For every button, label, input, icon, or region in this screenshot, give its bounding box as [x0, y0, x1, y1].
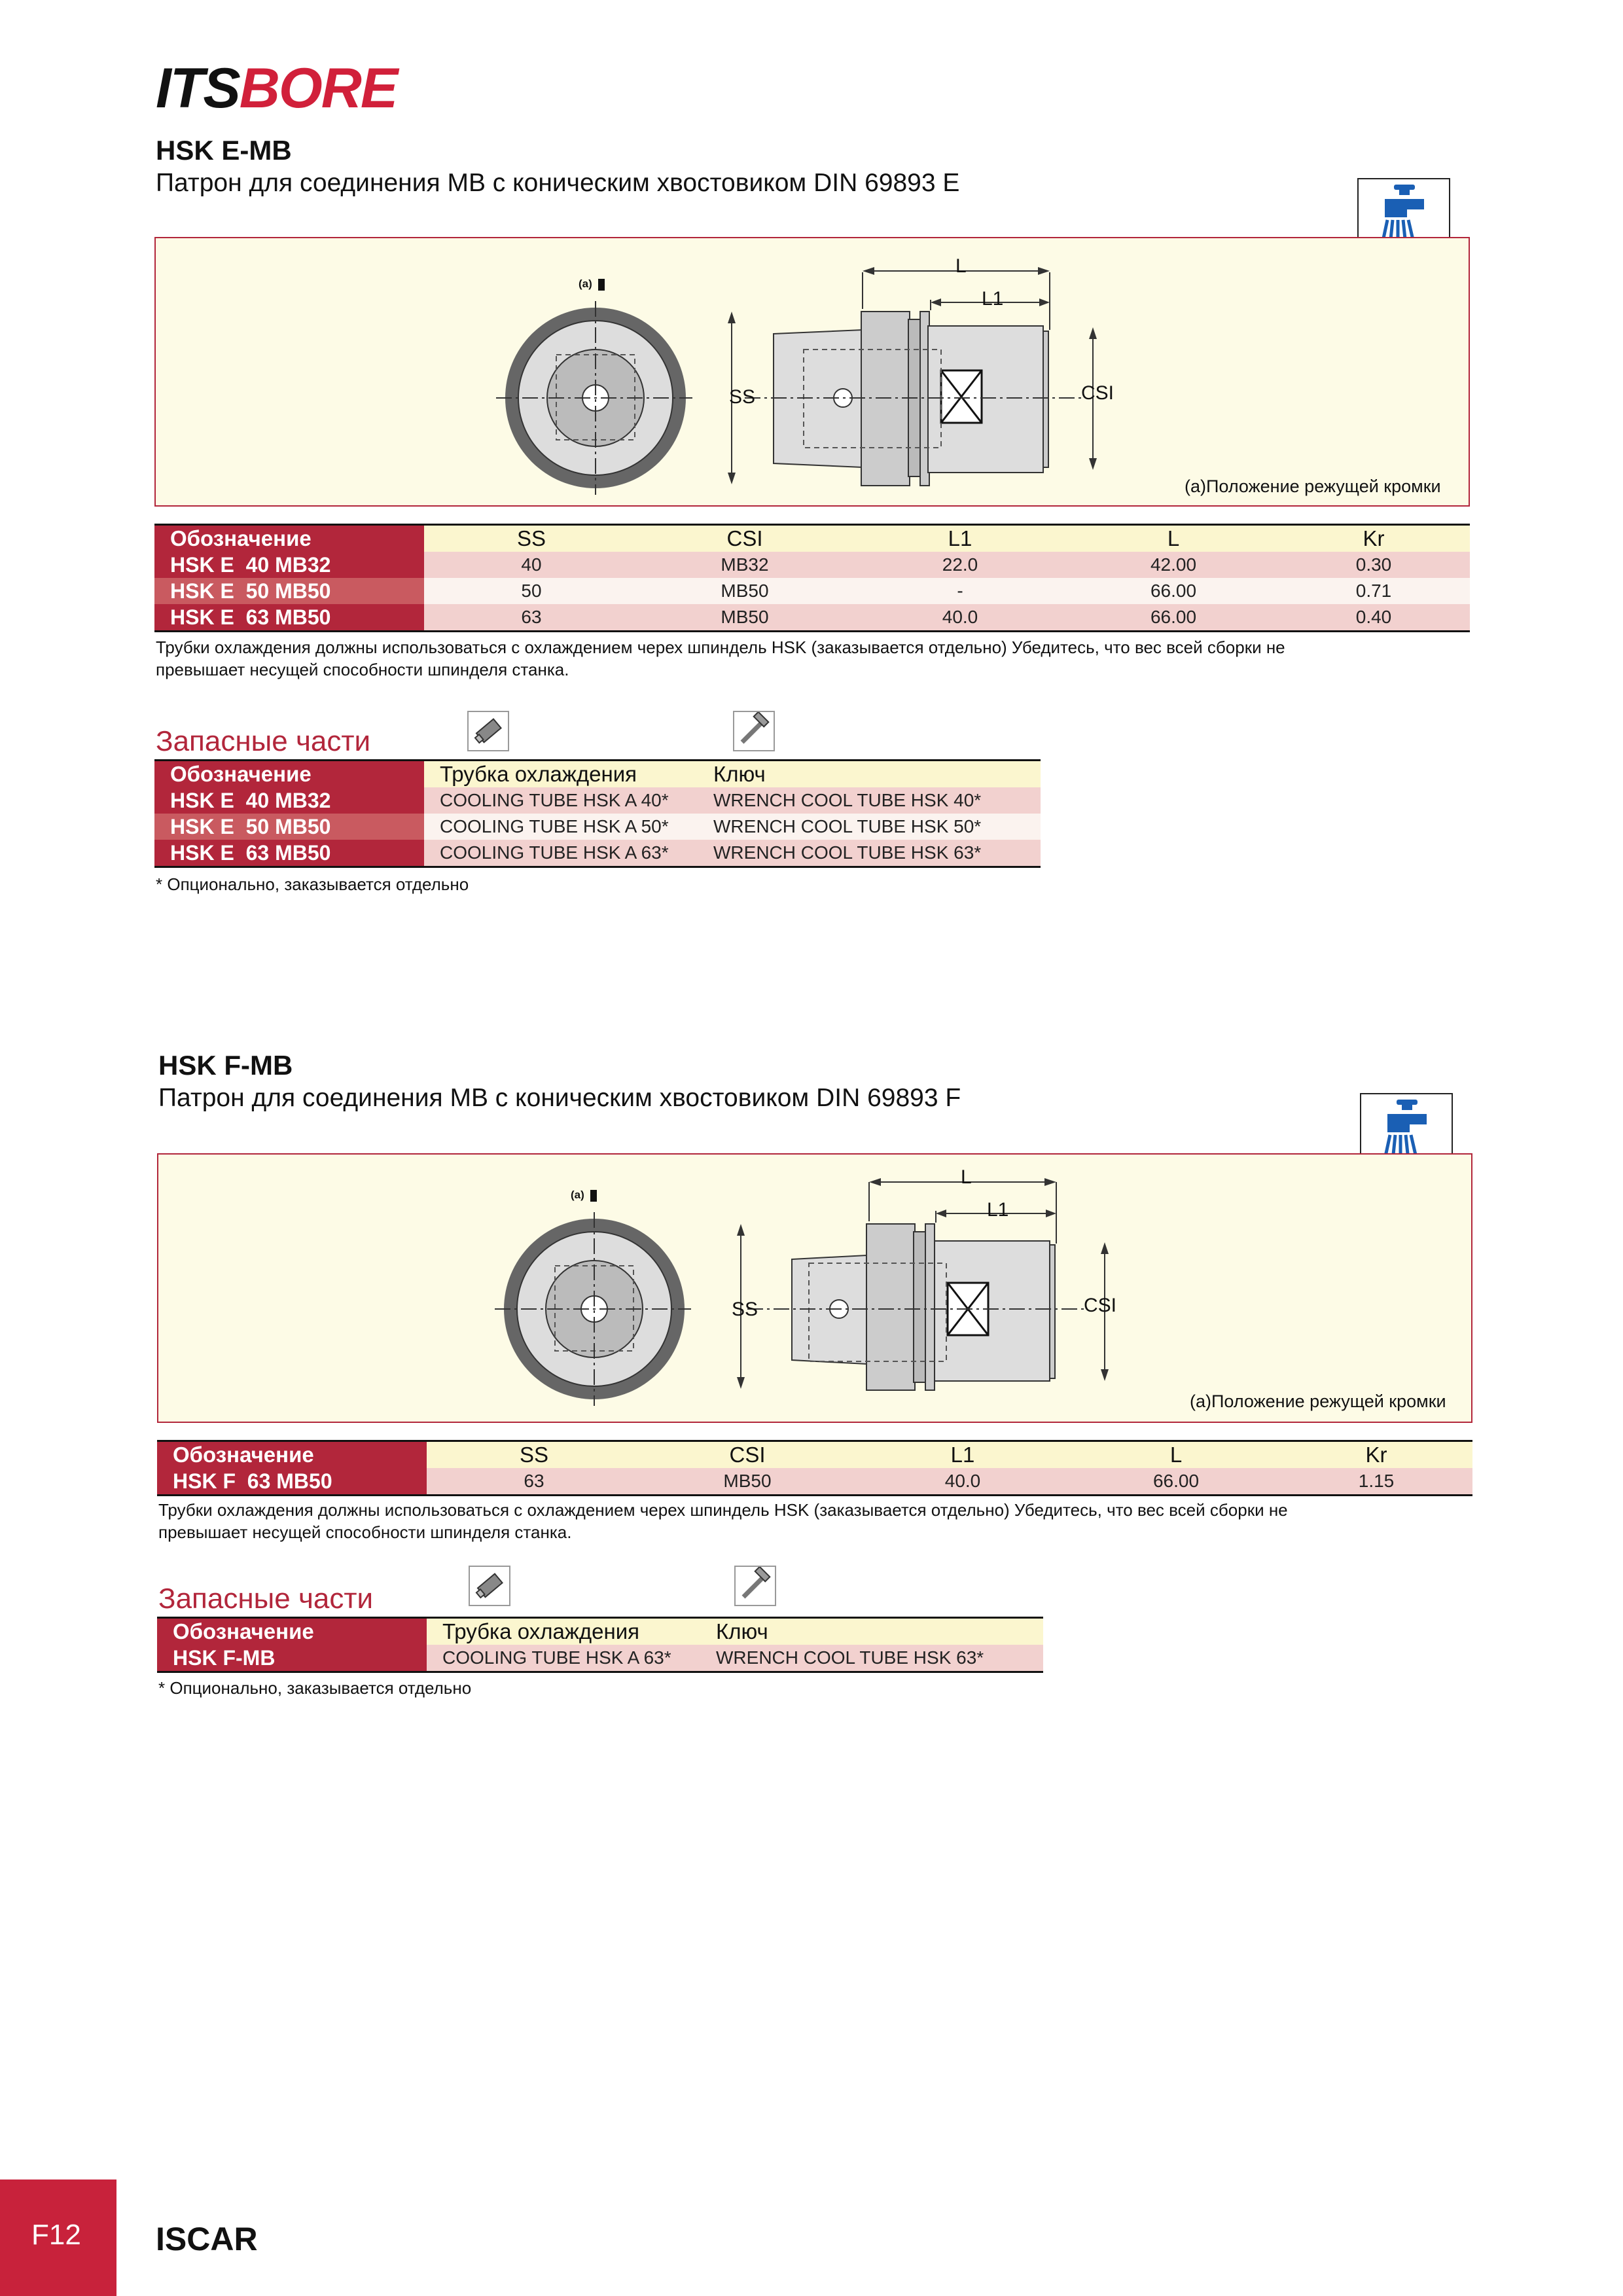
cell-csi: MB50	[639, 604, 851, 632]
cell-designation: HSK E 40 MB32	[154, 787, 424, 814]
page-number: F12	[31, 2219, 81, 2251]
section-e-note-line2: превышает несущей способности шпинделя станка.	[156, 660, 569, 679]
section-f-subtitle: Патрон для соединения MB с коническим хвостовиком DIN 69893 F	[158, 1084, 961, 1112]
table-row	[154, 604, 1470, 632]
cutting-edge-label: (a)	[579, 278, 592, 290]
table-row	[154, 552, 1470, 578]
table-header	[154, 525, 1470, 552]
section-e-footnote: * Опционально, заказывается отдельно	[156, 874, 469, 894]
cutting-edge-label: (a)	[571, 1189, 584, 1201]
cell-csi: MB50	[641, 1468, 853, 1496]
position-note: (a)Положение режущей кромки	[1190, 1391, 1446, 1411]
wrench-icon	[733, 711, 775, 751]
dim-l-label: L	[955, 255, 967, 277]
cell-kr: 1.15	[1280, 1468, 1472, 1496]
section-e-subtitle: Патрон для соединения MB с коническим хвостовиком DIN 69893 E	[156, 169, 960, 197]
cooling-tube-icon	[467, 711, 509, 751]
table-row	[154, 814, 1041, 840]
table-row	[154, 840, 1041, 867]
cell-wrench: WRENCH COOL TUBE HSK 63*	[698, 840, 1041, 867]
cell-cooling-tube: COOLING TUBE HSK A 63*	[424, 840, 698, 867]
cell-cooling-tube: COOLING TUBE HSK A 63*	[427, 1645, 700, 1672]
cell-wrench: WRENCH COOL TUBE HSK 63*	[700, 1645, 1043, 1672]
table-header	[154, 761, 1041, 788]
cell-ss: 63	[424, 604, 639, 632]
dim-csi-label: CSI	[1084, 1295, 1117, 1316]
cell-designation: HSK E 63 MB50	[154, 840, 424, 867]
cell-kr: 0.30	[1277, 552, 1470, 578]
cell-wrench: WRENCH COOL TUBE HSK 50*	[698, 814, 1041, 840]
header-l: L	[1072, 1441, 1280, 1469]
header-ss: SS	[427, 1441, 641, 1469]
cell-l1: 22.0	[851, 552, 1069, 578]
cell-ss: 50	[424, 578, 639, 604]
header-designation: Обозначение	[154, 525, 424, 552]
dim-ss-label: SS	[729, 386, 756, 408]
header-designation: Обозначение	[154, 761, 424, 788]
itsbore-logo: ITSBORE	[156, 57, 397, 120]
cell-csi: MB50	[639, 578, 851, 604]
cell-designation: HSK E 50 MB50	[154, 578, 424, 604]
section-e-spare-parts-title: Запасные части	[156, 725, 371, 757]
section-e-spare-parts-table	[154, 759, 1041, 868]
header-l1: L1	[851, 525, 1069, 552]
header-designation: Обозначение	[157, 1618, 427, 1645]
section-f-spare-parts-title: Запасные части	[158, 1583, 374, 1615]
section-e-spec-table	[154, 524, 1470, 632]
section-e-drawing	[154, 237, 1470, 507]
section-e-note-line1: Трубки охлаждения должны использоваться с охлаждением черех шпиндель HSK (заказывается отдельно) Убедитесь, что вес всей сборки не	[156, 637, 1285, 657]
cell-designation: HSK E 40 MB32	[154, 552, 424, 578]
cell-designation: HSK E 50 MB50	[154, 814, 424, 840]
cell-l: 66.00	[1069, 604, 1277, 632]
table-header	[157, 1441, 1472, 1469]
dim-l-label: L	[961, 1166, 972, 1188]
cell-ss: 63	[427, 1468, 641, 1496]
header-cooling-tube: Трубка охлаждения	[427, 1618, 700, 1645]
cell-l: 66.00	[1069, 578, 1277, 604]
section-f-title: HSK F-MB	[158, 1050, 293, 1081]
header-csi: CSI	[639, 525, 851, 552]
cell-designation: HSK F 63 MB50	[157, 1468, 427, 1496]
cell-l: 42.00	[1069, 552, 1277, 578]
section-f-note-line1: Трубки охлаждения должны использоваться с охлаждением черех шпиндель HSK (заказывается отдельно) Убедитесь, что вес всей сборки не	[158, 1500, 1288, 1520]
cell-kr: 0.40	[1277, 604, 1470, 632]
header-l: L	[1069, 525, 1277, 552]
header-kr: Kr	[1277, 525, 1470, 552]
header-wrench: Ключ	[698, 761, 1041, 788]
table-header	[157, 1618, 1043, 1645]
section-f-spec-table	[157, 1440, 1472, 1496]
section-f-note-line2: превышает несущей способности шпинделя станка.	[158, 1522, 572, 1542]
cell-designation: HSK E 63 MB50	[154, 604, 424, 632]
cell-l1: 40.0	[853, 1468, 1072, 1496]
dim-ss-label: SS	[732, 1299, 758, 1320]
cell-kr: 0.71	[1277, 578, 1470, 604]
table-row	[157, 1645, 1043, 1672]
cell-csi: MB32	[639, 552, 851, 578]
section-f-footnote: * Опционально, заказывается отдельно	[158, 1678, 472, 1698]
table-row	[157, 1468, 1472, 1496]
header-csi: CSI	[641, 1441, 853, 1469]
table-row	[154, 578, 1470, 604]
cell-l1: -	[851, 578, 1069, 604]
dim-csi-label: CSI	[1081, 382, 1115, 404]
section-e-title: HSK E-MB	[156, 135, 292, 166]
wrench-icon	[734, 1566, 776, 1606]
position-note: (a)Положение режущей кромки	[1185, 476, 1441, 496]
dim-l1-label: L1	[982, 288, 1004, 310]
cell-cooling-tube: COOLING TUBE HSK A 50*	[424, 814, 698, 840]
header-wrench: Ключ	[700, 1618, 1043, 1645]
section-f-drawing	[157, 1153, 1472, 1423]
table-row	[154, 787, 1041, 814]
cell-ss: 40	[424, 552, 639, 578]
header-ss: SS	[424, 525, 639, 552]
footer-brand: ISCAR	[156, 2221, 258, 2257]
header-l1: L1	[853, 1441, 1072, 1469]
cooling-tube-icon	[469, 1566, 510, 1606]
page-number-tab	[0, 2179, 116, 2296]
cell-l1: 40.0	[851, 604, 1069, 632]
header-kr: Kr	[1280, 1441, 1472, 1469]
cell-wrench: WRENCH COOL TUBE HSK 40*	[698, 787, 1041, 814]
header-cooling-tube: Трубка охлаждения	[424, 761, 698, 788]
cell-cooling-tube: COOLING TUBE HSK A 40*	[424, 787, 698, 814]
header-designation: Обозначение	[157, 1441, 427, 1469]
cell-designation: HSK F-MB	[157, 1645, 427, 1672]
section-f-spare-parts-table	[157, 1617, 1043, 1673]
cell-l: 66.00	[1072, 1468, 1280, 1496]
dim-l1-label: L1	[987, 1199, 1009, 1221]
